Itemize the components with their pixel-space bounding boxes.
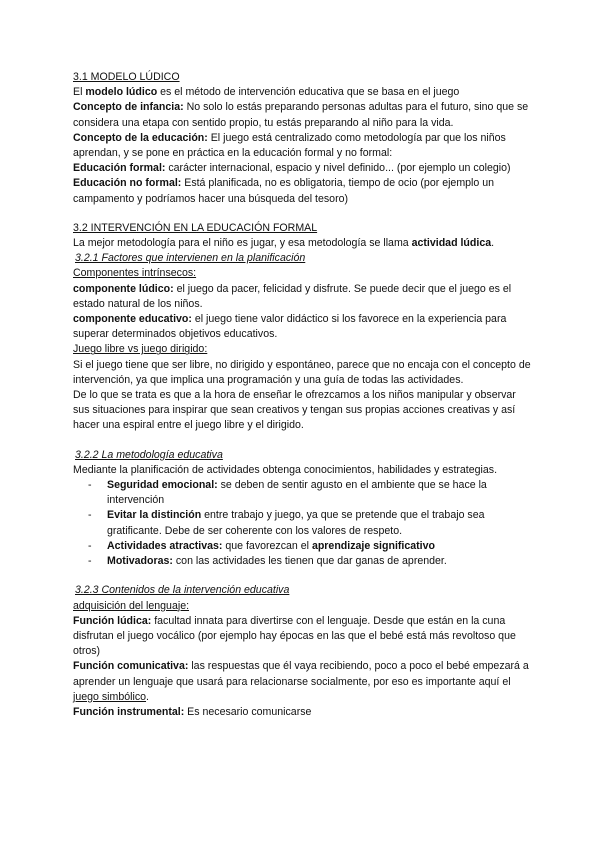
list-item: - Seguridad emocional: se deben de sentir agusto en el ambiente que se hace la intervención: [73, 478, 533, 508]
document-page: [73, 70, 533, 720]
educacion-no-formal-paragraph: Educación no formal: Está planificada, no es obligatoria, tiempo de ocio (por ejemplo un campamento y podríamos hacer una búsqueda del tesoro): [73, 177, 495, 205]
funcion-comunicativa-paragraph: Función comunicativa: las respuestas que él vaya recibiendo, poco a poco el bebé empezará a aprender un lenguaje que usará para relacionarse socialmente, por eso es importante aquí el juego simbólico.: [73, 660, 529, 703]
componente-educativo-paragraph: componente educativo: el juego tiene valor didáctico si los favorece en la experiencia para superar determinados objetivos educativos.: [73, 313, 507, 341]
juego-libre-paragraph-1: Si el juego tiene que ser libre, no dirigido y espontáneo, parece que no encaja con el concepto de intervención, ya que implica una programación y una guía de todas las actividades.: [73, 358, 531, 386]
list-item: - Motivadoras: con las actividades les tienen que dar ganas de aprender.: [73, 554, 533, 569]
metodologia-list: [73, 478, 533, 569]
componentes-heading: Componentes intrínsecos:: [73, 267, 197, 280]
juego-libre-heading: Juego libre vs juego dirigido:: [73, 343, 208, 356]
funcion-instrumental-paragraph: Función instrumental: Es necesario comunicarse: [73, 705, 312, 718]
section-gap: [73, 434, 533, 448]
section-gap: [73, 207, 533, 221]
metodologia-intro-paragraph: Mediante la planificación de actividades obtenga conocimientos, habilidades y estrategias.: [73, 463, 498, 476]
subsection-heading-3-2-3: 3.2.3 Contenidos de la intervención educativa: [75, 584, 290, 597]
funcion-ludica-paragraph: Función lúdica: facultad innata para divertirse con el lenguaje. Desde que están en la cuna disfrutan el juego vocálico (por ejemplo hay épocas en las que el bebé está más revoltoso que otros): [73, 614, 516, 658]
subsection-heading-3-2-1: 3.2.1 Factores que intervienen en la planificación: [75, 252, 306, 265]
educacion-formal-paragraph: Educación formal: carácter internacional, espacio y nivel definido... (por ejemplo un colegio): [73, 162, 511, 175]
section-heading-3-1: 3.1 MODELO LÚDICO: [73, 71, 180, 83]
section-heading-3-2: 3.2 INTERVENCIÓN EN LA EDUCACIÓN FORMAL: [73, 221, 318, 234]
list-item: - Evitar la distinción entre trabajo y juego, ya que se pretende que el trabajo sea gratificante. Debe de ser coherente con los valores de respeto.: [73, 508, 533, 538]
section-gap: [73, 569, 533, 583]
list-item: - Actividades atractivas: que favorezcan el aprendizaje significativo: [73, 539, 533, 554]
adquisicion-heading: adquisición del lenguaje:: [73, 599, 190, 612]
modelo-ludico-paragraph: El modelo lúdico es el método de intervención educativa que se basa en el juego: [73, 86, 460, 99]
componente-ludico-paragraph: componente lúdico: el juego da pacer, felicidad y disfrute. Se puede decir que el juego es el estado natural de los niños.: [73, 282, 512, 310]
subsection-heading-3-2-2: 3.2.2 La metodología educativa: [75, 448, 223, 461]
concepto-educacion-paragraph: Concepto de la educación: El juego está centralizado como metodología par que los niños aprendan, y se pone en práctica en la educación formal y no formal:: [73, 131, 506, 160]
juego-libre-paragraph-2: De lo que se trata es que a la hora de enseñar le ofrezcamos a los niños manipular y observar sus situaciones para inspirar que sean creativos y tengan sus propias acciones creativas y así hacer una espiral entre el juego libre y el dirigido.: [73, 389, 516, 432]
actividad-ludica-paragraph: La mejor metodología para el niño es jugar, y esa metodología se llama actividad lúdica.: [73, 237, 495, 250]
concepto-infancia-paragraph: Concepto de infancia: No solo lo estás preparando personas adultas para el futuro, sino que se considera una etapa con sentido propio, tu estás preparando al niño para la vida.: [73, 101, 529, 129]
